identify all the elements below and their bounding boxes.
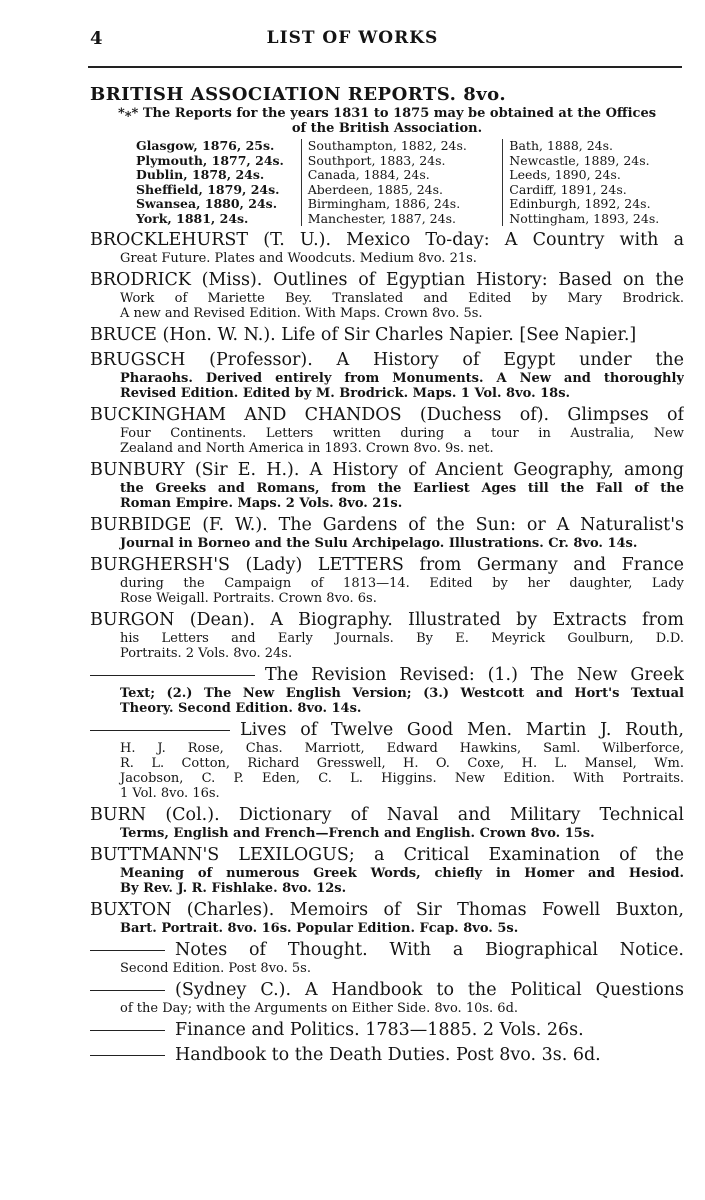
entry-text: Meaning of numerous Greek Words, chiefly in Homer and Hesiod.: [120, 866, 684, 881]
report-item: Southampton, 1882, 24s.: [307, 138, 467, 153]
entry-text: Pharaohs. Derived entirely from Monuments. A New and thoroughly: [120, 371, 684, 386]
entry-text: during the Campaign of 1813—14. Edited by her daughter, Lady: [120, 576, 684, 591]
entry-text: Second Edition. Post 8vo. 5s.: [120, 961, 311, 976]
ditto-rule: [90, 1055, 165, 1056]
entry-text: Zealand and North America in 1893. Crown 8vo. 9s. net.: [120, 441, 494, 456]
entry-text: BUCKINGHAM AND CHANDOS (Duchess of). Glimpses of: [90, 405, 684, 425]
entry-text: (Sydney C.). A Handbook to the Political Questions: [175, 980, 684, 1000]
entry-detail-line: [90, 426, 684, 441]
entry-detail-line: [90, 881, 684, 896]
catalogue-entry: [90, 270, 684, 325]
entry-detail-line: [90, 866, 684, 881]
entry-text: Notes of Thought. With a Biographical Notice.: [175, 940, 684, 960]
entry-detail-line: [90, 496, 684, 511]
ditto-rule: [90, 950, 165, 951]
entry-text: BUNBURY (Sir E. H.). A History of Ancient Geography, among: [90, 460, 684, 480]
entry-text: Work of Mariette Bey. Translated and Edited by Mary Brodrick.: [120, 291, 684, 306]
catalogue-entry: [90, 610, 684, 665]
entry-detail-line: [90, 1001, 684, 1016]
catalogue-entry: [90, 230, 684, 270]
report-item: Aberdeen, 1885, 24s.: [307, 181, 444, 197]
report-item: Nottingham, 1893, 24s.: [509, 210, 660, 226]
report-item: Manchester, 1887, 24s.: [307, 210, 456, 226]
entry-text: Four Continents. Letters written during a tour in Australia, New: [120, 426, 684, 441]
report-item: Leeds, 1890, 24s.: [509, 167, 621, 182]
entry-heading-line: [90, 325, 684, 346]
entry-detail-line: [90, 371, 684, 386]
catalogue-entry: [90, 900, 684, 940]
catalogue-entry: [90, 405, 684, 460]
entry-heading-line: [90, 720, 684, 741]
header-rule: [88, 66, 682, 68]
ditto-rule: [90, 1030, 165, 1031]
entry-heading-line: [90, 230, 684, 251]
entry-text: BRUGSCH (Professor). A History of Egypt under the: [90, 350, 684, 370]
entry-text: Rose Weigall. Portraits. Crown 8vo. 6s.: [120, 591, 377, 606]
entry-heading-line: [90, 350, 684, 371]
entry-text: BUTTMANN'S LEXILOGUS; a Critical Examination of the: [90, 845, 684, 865]
entry-text: By Rev. J. R. Fishlake. 8vo. 12s.: [120, 881, 347, 896]
catalogue-entry: [90, 555, 684, 610]
report-item: Dublin, 1878, 24s.: [136, 167, 265, 182]
entry-detail-line: [90, 536, 684, 551]
british-association-heading: BRITISH ASSOCIATION REPORTS. 8vo.: [90, 84, 507, 105]
entry-heading-line: [90, 610, 684, 631]
entry-heading-line: [90, 940, 684, 961]
catalogue-entry: [90, 805, 684, 845]
entry-text: Bart. Portrait. 8vo. 16s. Popular Edition. Fcap. 8vo. 5s.: [120, 921, 519, 936]
entry-detail-line: [90, 576, 684, 591]
ditto-rule: [90, 730, 230, 731]
entry-detail-line: [90, 961, 684, 976]
entry-text: A new and Revised Edition. With Maps. Crown 8vo. 5s.: [120, 306, 483, 321]
ditto-rule: [90, 990, 165, 991]
entry-text: BURGHERSH'S (Lady) LETTERS from Germany and France: [90, 555, 684, 575]
entry-detail-line: [90, 701, 684, 716]
entry-text: Theory. Second Edition. 8vo. 14s.: [120, 701, 362, 716]
entry-detail-line: [90, 481, 684, 496]
entry-detail-line: [90, 921, 684, 936]
entry-text: BROCKLEHURST (T. U.). Mexico To-day: A Country with a: [90, 230, 684, 250]
report-item: Edinburgh, 1892, 24s.: [509, 196, 651, 211]
catalogue-entry: [90, 940, 684, 980]
reports-column-3: [502, 139, 684, 226]
page-header: [0, 28, 705, 56]
catalogue-entry: [90, 665, 684, 720]
entry-detail-line: [90, 306, 684, 321]
entry-text: BRUCE (Hon. W. N.). Life of Sir Charles Napier. [See Napier.]: [90, 325, 637, 345]
entry-heading-line: [90, 1020, 684, 1041]
entry-heading-line: [90, 270, 684, 291]
entry-text: Jacobson, C. P. Eden, C. L. Higgins. New Edition. With Portraits.: [120, 771, 684, 786]
entry-detail-line: [90, 591, 684, 606]
catalogue-entry: [90, 325, 684, 350]
entry-heading-line: [90, 900, 684, 921]
entry-text: Journal in Borneo and the Sulu Archipelago. Illustrations. Cr. 8vo. 14s.: [120, 536, 638, 551]
entry-heading-line: [90, 805, 684, 826]
entry-text: Terms, English and French—French and English. Crown 8vo. 15s.: [120, 826, 595, 841]
catalogue-entry: [90, 980, 684, 1020]
entry-text: Finance and Politics. 1783—1885. 2 Vols. 26s.: [175, 1020, 584, 1040]
entry-text: BURGON (Dean). A Biography. Illustrated by Extracts from: [90, 610, 684, 630]
report-item: York, 1881, 24s.: [136, 210, 249, 226]
entry-text: R. L. Cotton, Richard Gresswell, H. O. Coxe, H. L. Mansel, Wm.: [120, 756, 684, 771]
entry-detail-line: [90, 826, 684, 841]
entry-list: [90, 230, 684, 1070]
report-item: Glasgow, 1876, 25s.: [136, 138, 275, 153]
entry-detail-line: [90, 291, 684, 306]
entry-text: BUXTON (Charles). Memoirs of Sir Thomas Fowell Buxton,: [90, 900, 684, 920]
catalogue-entry: [90, 1020, 684, 1045]
report-item: Canada, 1884, 24s.: [307, 167, 430, 182]
reports-columns: [136, 139, 684, 226]
report-item: Cardiff, 1891, 24s.: [509, 181, 627, 197]
running-title: LIST OF WORKS: [266, 28, 439, 48]
entry-heading-line: [90, 845, 684, 866]
entry-text: Lives of Twelve Good Men. Martin J. Routh,: [240, 720, 684, 740]
catalogue-entry: [90, 350, 684, 405]
entry-heading-line: [90, 980, 684, 1001]
entry-heading-line: [90, 1045, 684, 1066]
entry-detail-line: [90, 441, 684, 456]
entry-text: 1 Vol. 8vo. 16s.: [120, 786, 220, 801]
entry-detail-line: [90, 741, 684, 756]
entry-text: the Greeks and Romans, from the Earliest Ages till the Fall of the: [120, 481, 684, 496]
report-item: Bath, 1888, 24s.: [509, 138, 614, 153]
entry-heading-line: [90, 460, 684, 481]
entry-text: BURBIDGE (F. W.). The Gardens of the Sun: or A Naturalist's: [90, 515, 684, 535]
entry-detail-line: [90, 386, 684, 401]
entry-text: of the Day; with the Arguments on Either Side. 8vo. 10s. 6d.: [120, 1001, 519, 1016]
entry-text: Roman Empire. Maps. 2 Vols. 8vo. 21s.: [120, 496, 403, 511]
entry-heading-line: [90, 555, 684, 576]
report-item: Swansea, 1880, 24s.: [136, 196, 278, 211]
report-item: Sheffield, 1879, 24s.: [136, 181, 280, 197]
british-association-note-line: *⁎* The Reports for the years 1831 to 1875 may be obtained at the Offices: [117, 106, 657, 121]
report-item: Newcastle, 1889, 24s.: [509, 152, 650, 168]
entry-text: BRODRICK (Miss). Outlines of Egyptian History: Based on the: [90, 270, 684, 290]
page-number: 4: [90, 28, 103, 49]
entry-text: his Letters and Early Journals. By E. Meyrick Goulburn, D.D.: [120, 631, 684, 646]
entry-text: Great Future. Plates and Woodcuts. Medium 8vo. 21s.: [120, 251, 477, 266]
entry-detail-line: [90, 756, 684, 771]
entry-text: BURN (Col.). Dictionary of Naval and Military Technical: [90, 805, 684, 825]
reports-column-1: [136, 139, 301, 226]
entry-heading-line: [90, 665, 684, 686]
catalogue-entry: [90, 515, 684, 555]
entry-detail-line: [90, 251, 684, 266]
report-item: Plymouth, 1877, 24s.: [136, 152, 284, 168]
entry-detail-line: [90, 771, 684, 786]
entry-text: Text; (2.) The New English Version; (3.) Westcott and Hort's Textual: [120, 686, 684, 701]
catalogue-entry: [90, 1045, 684, 1070]
reports-column-2: [301, 139, 503, 226]
catalogue-entry: [90, 460, 684, 515]
entry-detail-line: [90, 686, 684, 701]
catalogue-entry: [90, 845, 684, 900]
report-item: Southport, 1883, 24s.: [307, 152, 446, 168]
entry-detail-line: [90, 631, 684, 646]
entry-text: Handbook to the Death Duties. Post 8vo. 3s. 6d.: [175, 1045, 601, 1065]
report-item: Birmingham, 1886, 24s.: [307, 196, 461, 211]
entry-text: Portraits. 2 Vols. 8vo. 24s.: [120, 646, 293, 661]
entry-text: The Revision Revised: (1.) The New Greek: [265, 665, 684, 685]
entry-text: H. J. Rose, Chas. Marriott, Edward Hawkins, Saml. Wilberforce,: [120, 741, 684, 756]
catalogue-entry: [90, 720, 684, 805]
catalogue-body: [90, 84, 684, 1070]
entry-detail-line: [90, 786, 684, 801]
british-association-note-line: of the British Association.: [291, 121, 483, 136]
entry-heading-line: [90, 405, 684, 426]
entry-spacer: [90, 1066, 684, 1070]
entry-text: Revised Edition. Edited by M. Brodrick. Maps. 1 Vol. 8vo. 18s.: [120, 386, 571, 401]
ditto-rule: [90, 675, 255, 676]
entry-british-association: [90, 84, 684, 226]
entry-heading-line: [90, 515, 684, 536]
entry-detail-line: [90, 646, 684, 661]
